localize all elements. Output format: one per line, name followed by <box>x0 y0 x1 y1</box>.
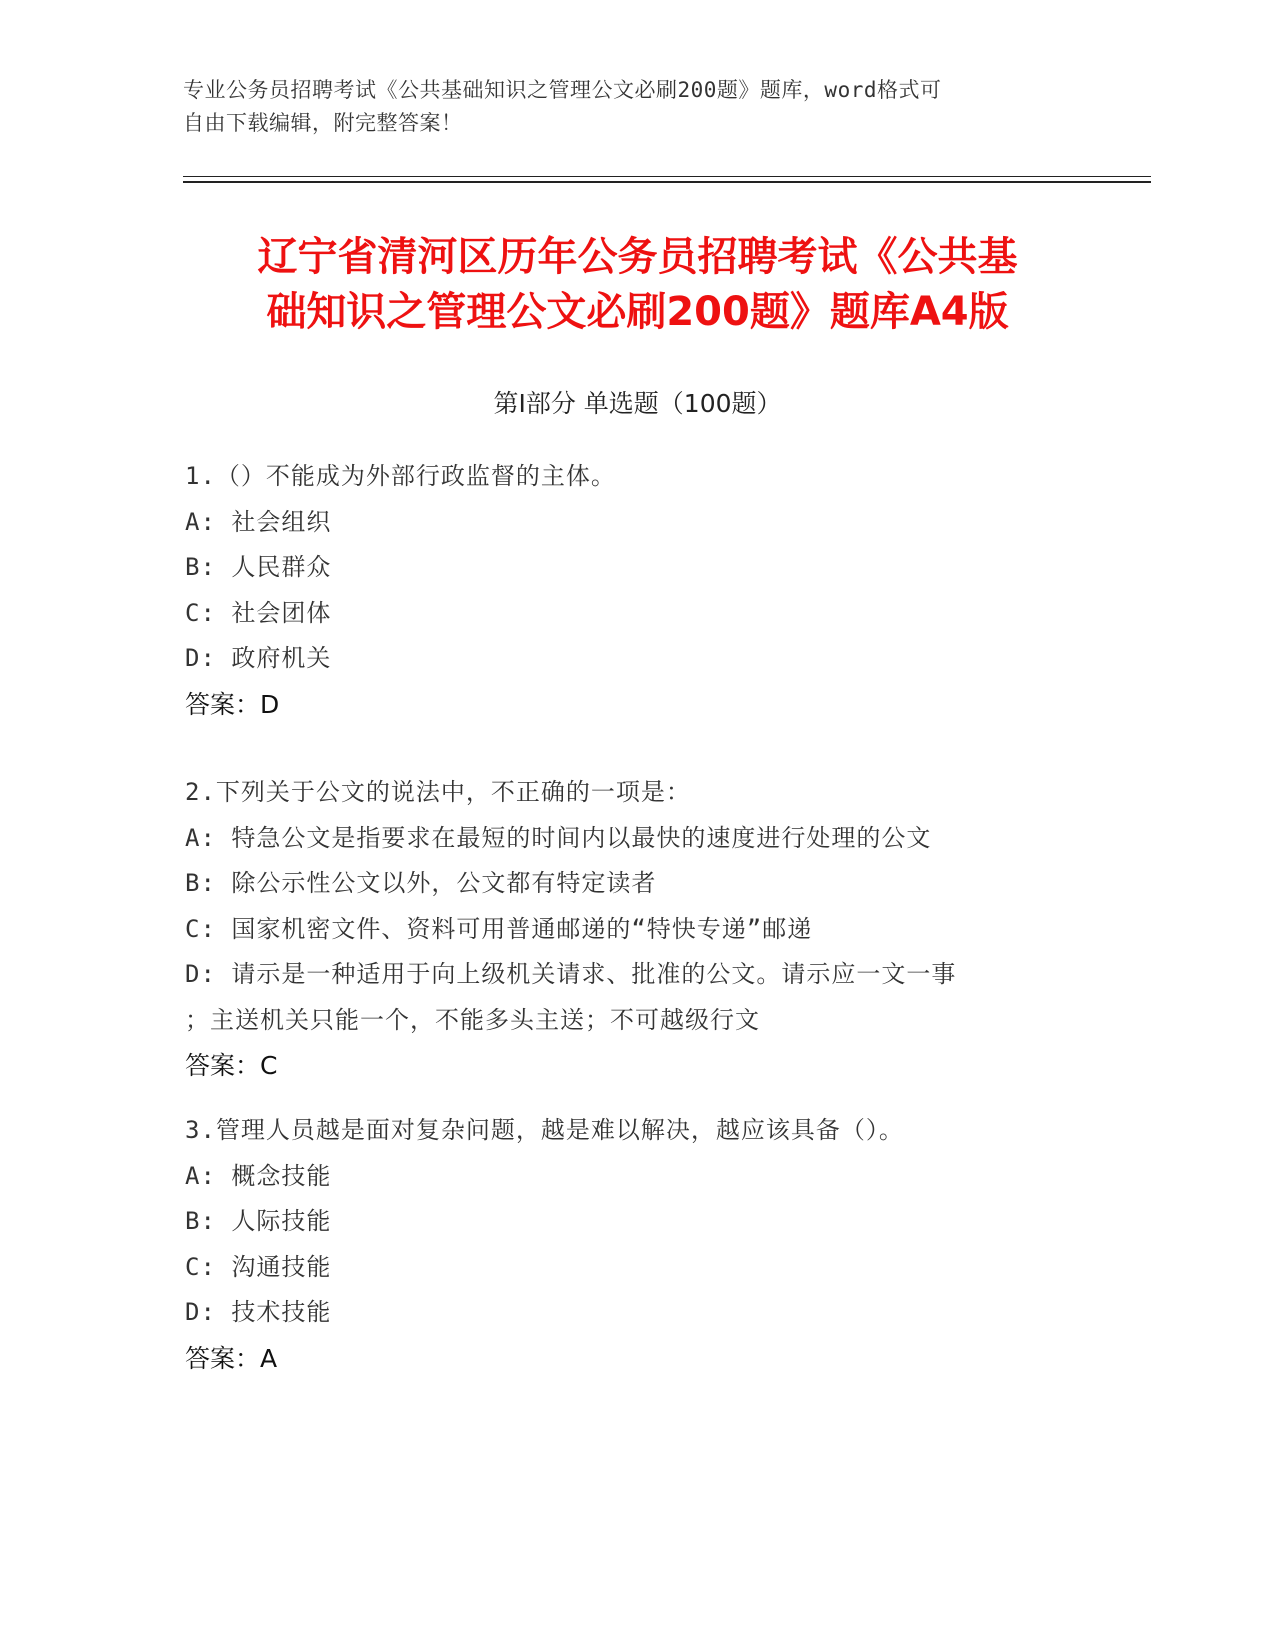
question-option: C: 沟通技能 <box>185 1252 332 1281</box>
header-divider-thin <box>183 176 1151 177</box>
question-option: C: 社会团体 <box>185 598 332 627</box>
question-option-continuation: ；主送机关只能一个，不能多头主送；不可越级行文 <box>185 1005 760 1034</box>
header-note-line: 专业公务员招聘考试《公共基础知识之管理公文必刷200题》题库，word格式可 <box>183 78 942 102</box>
question-option: D: 技术技能 <box>185 1298 332 1326</box>
header-divider-thick <box>183 181 1151 183</box>
question-option: D: 请示是一种适用于向上级机关请求、批准的公文。请示应一文一事 <box>185 960 957 988</box>
document-title-line: 础知识之管理公文必刷200题》题库A4版 <box>266 289 1009 335</box>
question-option: B: 人民群众 <box>185 553 332 581</box>
section-title: 第Ⅰ部分 单选题（100题） <box>493 389 782 418</box>
question-option: B: 人际技能 <box>185 1207 332 1235</box>
question-stem: 3.管理人员越是面对复杂问题，越是难以解决，越应该具备（）。 <box>185 1116 904 1144</box>
question-answer: 答案：C <box>185 1051 278 1080</box>
question-stem: 2.下列关于公文的说法中，不正确的一项是： <box>185 778 691 806</box>
document-title <box>90 230 1185 340</box>
question-answer: 答案：D <box>185 689 280 719</box>
question-option: B: 除公示性公文以外，公文都有特定读者 <box>185 869 657 897</box>
question-block <box>185 454 1115 727</box>
header-note-line: 自由下载编辑，附完整答案！ <box>183 111 463 135</box>
question-option: A: 社会组织 <box>185 507 332 536</box>
question-block <box>185 1108 1115 1381</box>
header-note <box>183 74 1063 140</box>
question-option: D: 政府机关 <box>185 644 332 672</box>
question-option: A: 特急公文是指要求在最短的时间内以最快的速度进行处理的公文 <box>185 823 932 852</box>
document-title-line: 辽宁省清河区历年公务员招聘考试《公共基 <box>257 234 1018 280</box>
question-option: A: 概念技能 <box>185 1161 332 1190</box>
question-stem: 1.（）不能成为外部行政监督的主体。 <box>185 462 616 490</box>
question-block <box>185 770 1115 1089</box>
question-option: C: 国家机密文件、资料可用普通邮递的“特快专递”邮递 <box>185 914 813 943</box>
question-answer: 答案：A <box>185 1343 278 1373</box>
